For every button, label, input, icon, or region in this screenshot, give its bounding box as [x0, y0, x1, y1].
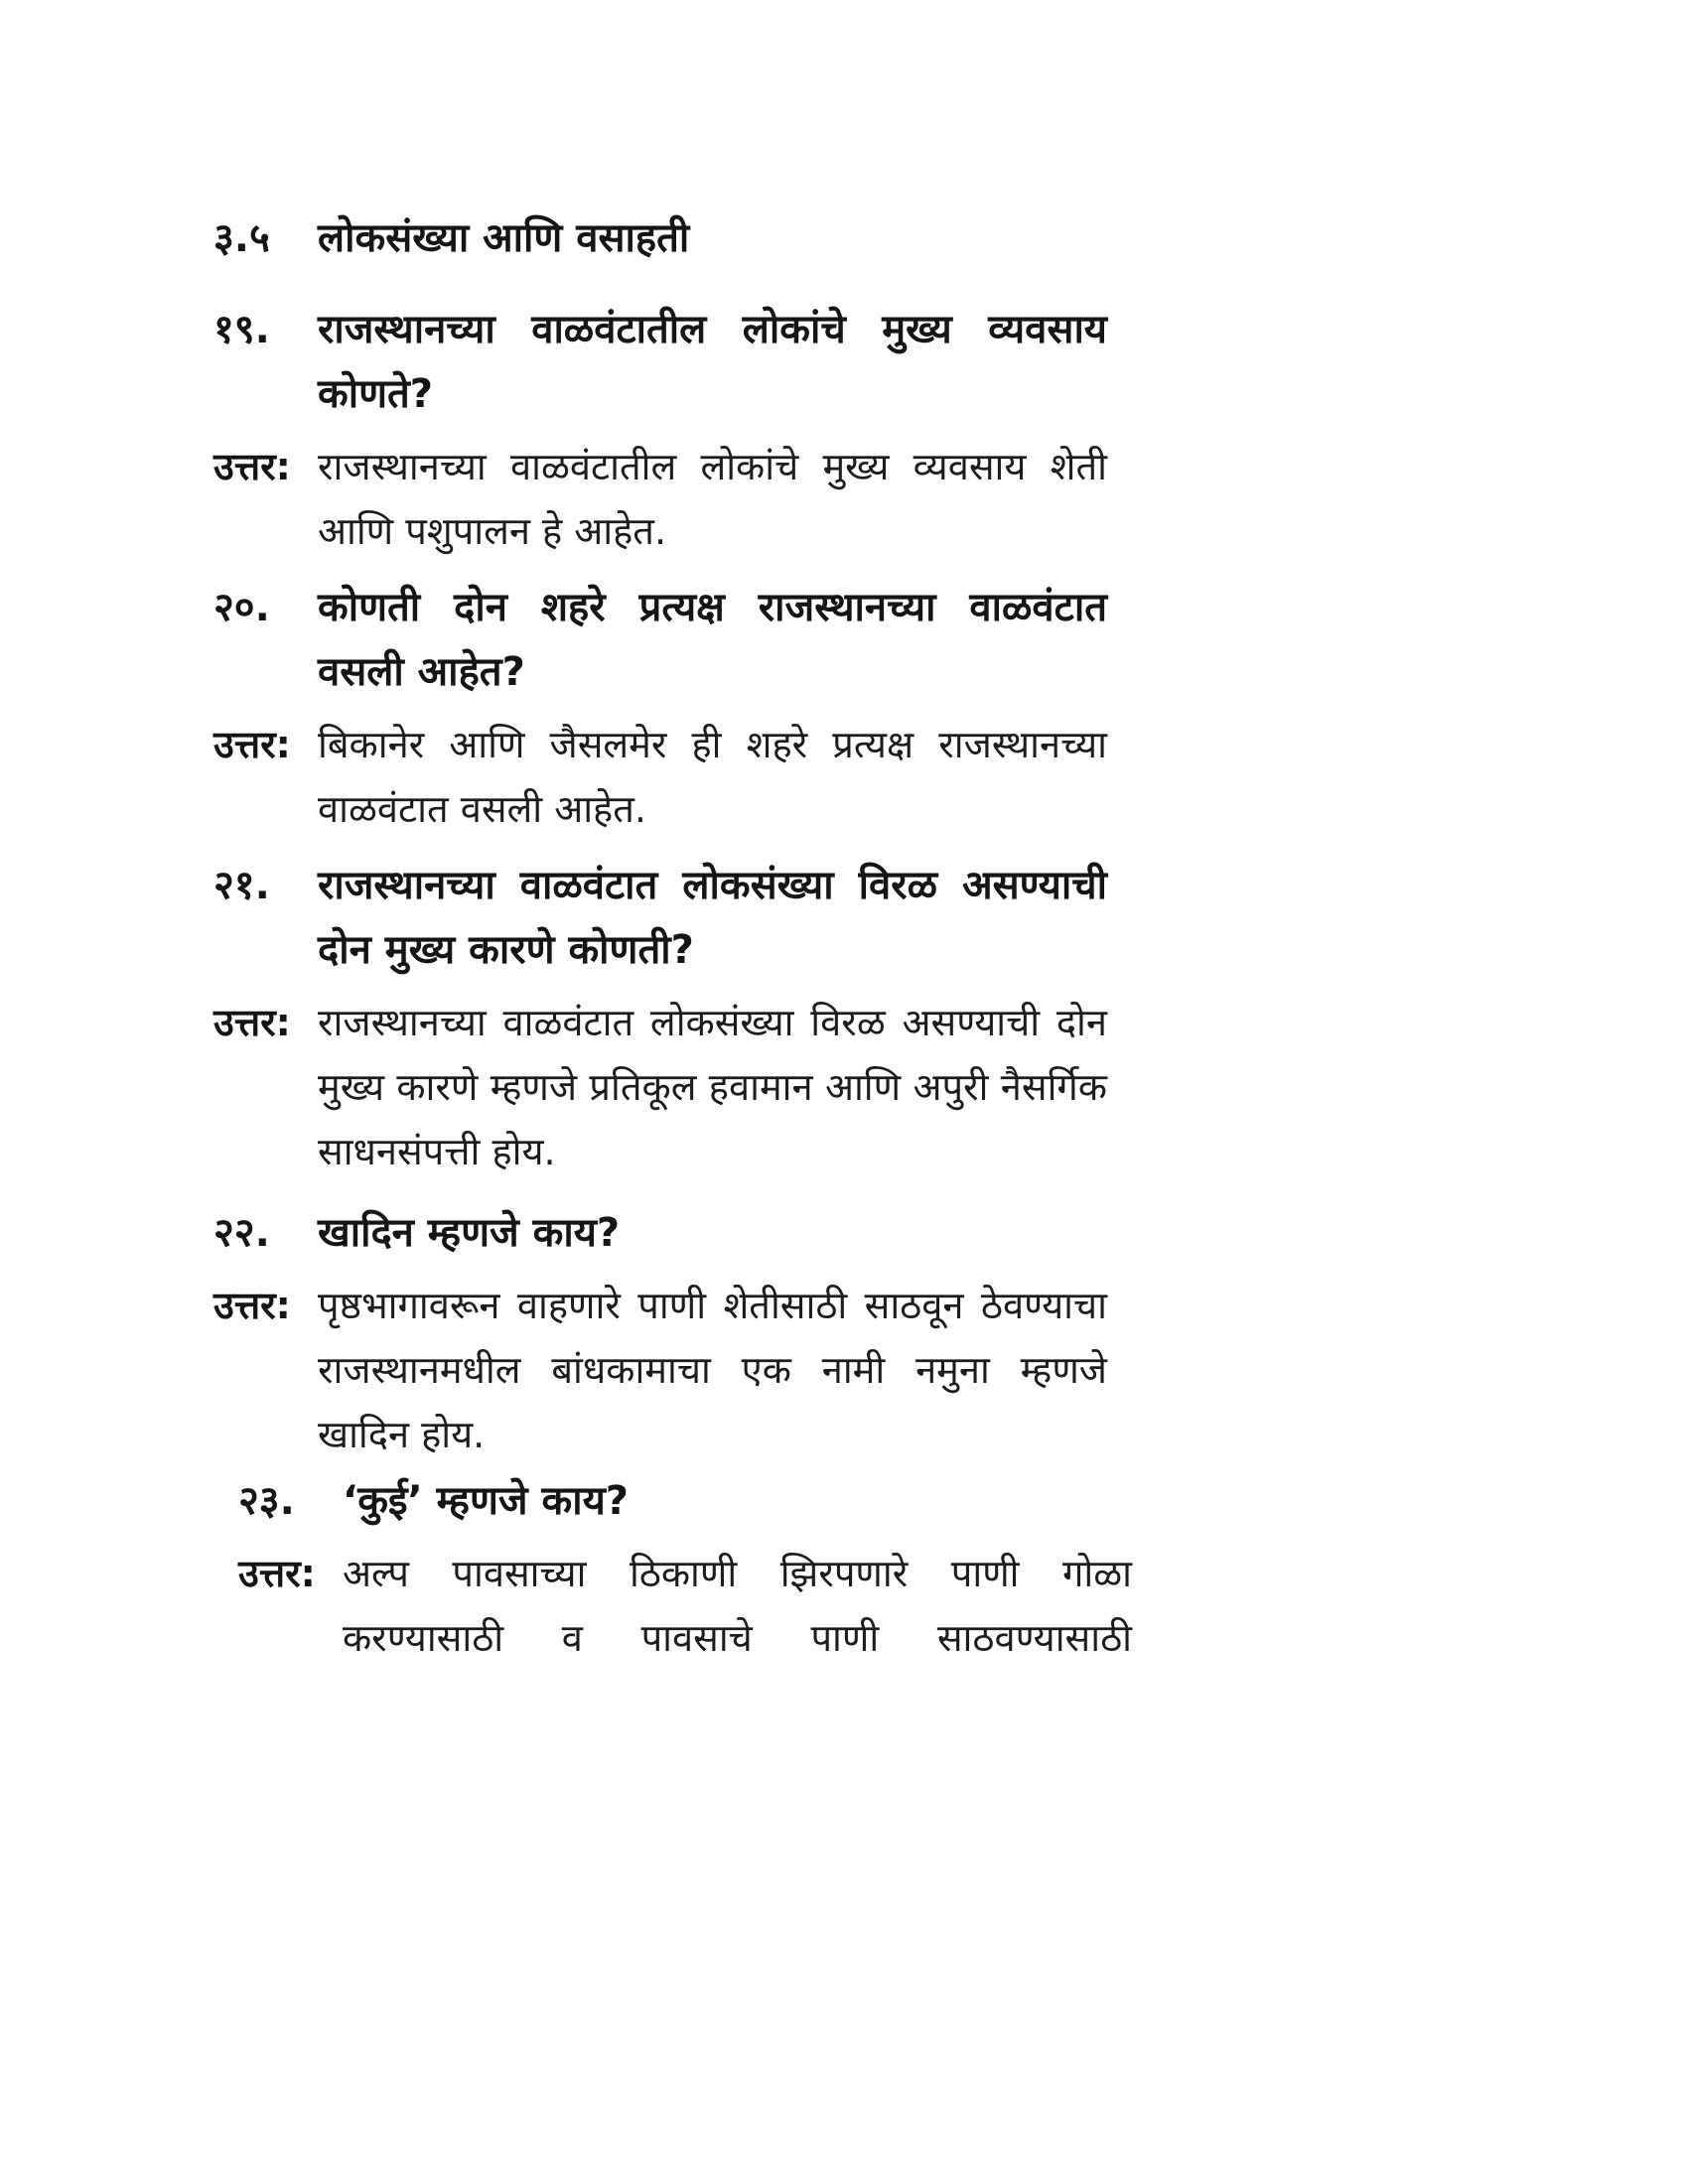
qa-block-23	[238, 1469, 1132, 1671]
question-row	[213, 1201, 1107, 1266]
qa-block-19	[213, 298, 1107, 564]
section-heading	[213, 208, 689, 268]
qa-block-22	[213, 1201, 1107, 1467]
question-number: १९.	[213, 307, 270, 352]
answer-label: उत्तर:	[213, 723, 291, 766]
answer-row	[238, 1542, 1132, 1671]
section-number: ३.५	[213, 215, 270, 261]
answer-label: उत्तर:	[213, 445, 291, 488]
answer-label: उत्तर:	[213, 1001, 291, 1044]
question-row	[238, 1469, 1132, 1534]
qa-block-20	[213, 576, 1107, 842]
answer-row	[213, 435, 1107, 564]
question-text: कोणती दोन शहरे प्रत्यक्ष राजस्थानच्या वाळवंटात वसली आहेत?	[318, 585, 1107, 695]
answer-label: उत्तर:	[213, 1284, 291, 1327]
question-number: २२.	[213, 1210, 270, 1256]
answer-text: राजस्थानच्या वाळवंटात लोकसंख्या विरळ असण्याची दोन मुख्य कारणे म्हणजे प्रतिकूल हवामान आणि अपुरी नैसर्गिक साधनसंपत्ती होय.	[318, 1001, 1107, 1173]
question-row	[213, 298, 1107, 427]
answer-text: राजस्थानच्या वाळवंटातील लोकांचे मुख्य व्यवसाय शेती आणि पशुपालन हे आहेत.	[318, 445, 1107, 553]
answer-text: अल्प पावसाच्या ठिकाणी झिरपणारे पाणी गोळा करण्यासाठी व पावसाचे पाणी साठवण्यासाठी	[343, 1552, 1132, 1660]
question-row	[213, 854, 1107, 983]
question-number: २१.	[213, 863, 270, 908]
section-title: लोकसंख्या आणि वसाहती	[318, 215, 690, 261]
question-text: खादिन म्हणजे काय?	[318, 1210, 621, 1256]
question-text: ‘कुई’ म्हणजे काय?	[343, 1478, 630, 1524]
answer-text: बिकानेर आणि जैसलमेर ही शहरे प्रत्यक्ष राजस्थानच्या वाळवंटात वसली आहेत.	[318, 723, 1107, 831]
answer-row	[213, 713, 1107, 842]
question-number: २०.	[213, 585, 270, 630]
question-row	[213, 576, 1107, 705]
answer-row	[213, 991, 1107, 1184]
qa-block-21	[213, 854, 1107, 1184]
answer-text: पृष्ठभागावरून वाहणारे पाणी शेतीसाठी साठवून ठेवण्याचा राजस्थानमधील बांधकामाचा एक नामी नमुना म्हणजे खादिन होय.	[318, 1284, 1107, 1456]
question-text: राजस्थानच्या वाळवंटात लोकसंख्या विरळ असण्याची दोन मुख्य कारणे कोणती?	[318, 863, 1107, 973]
answer-row	[213, 1274, 1107, 1467]
question-text: राजस्थानच्या वाळवंटातील लोकांचे मुख्य व्यवसाय कोणते?	[318, 307, 1107, 417]
question-number: २३.	[238, 1478, 295, 1524]
answer-label: उत्तर:	[238, 1552, 316, 1595]
